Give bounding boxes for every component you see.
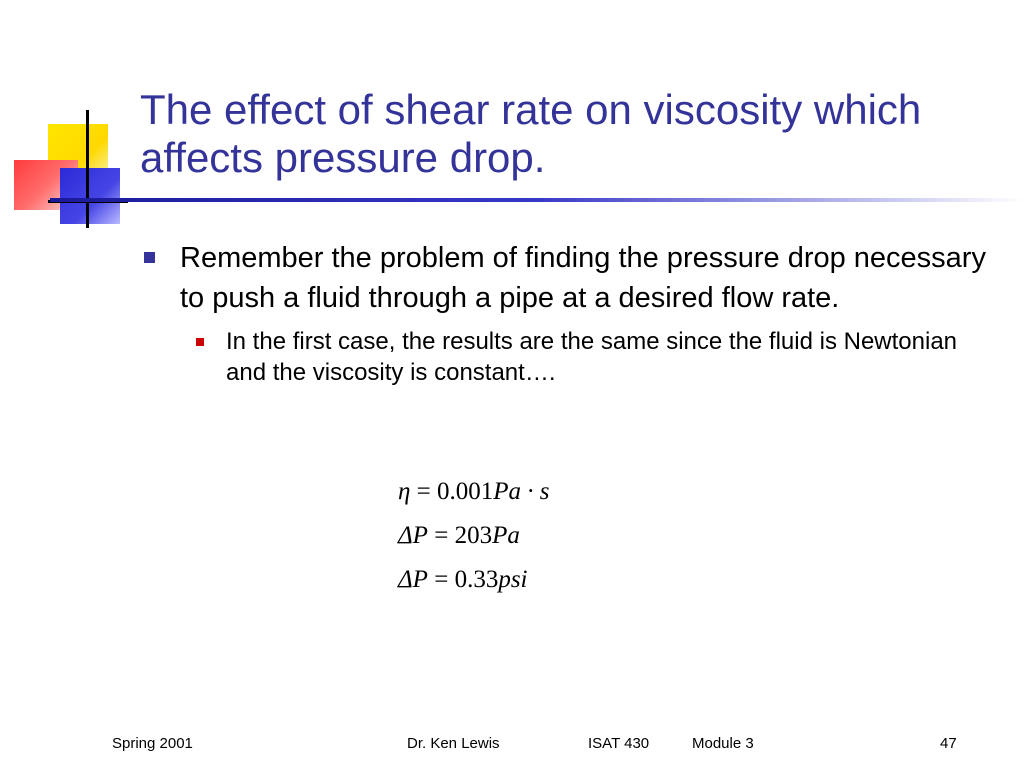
sub-bullet-square-icon [196, 338, 204, 346]
equation-equals: = [427, 522, 455, 549]
equation-unit: Pa [492, 522, 520, 549]
sub-bullet-item [188, 326, 1000, 388]
footer-date: Spring 2001 [112, 735, 193, 752]
equation-equals: = [410, 478, 438, 505]
footer-page-number: 47 [940, 735, 957, 752]
equation-block [398, 470, 550, 602]
equation-viscosity [398, 470, 550, 514]
equation-pressure-pa [398, 514, 550, 558]
bullet-item [140, 238, 1000, 318]
footer-module: Module 3 [692, 735, 754, 752]
equation-number: 0.33 [454, 566, 499, 593]
equation-number: 0.001 [437, 478, 494, 505]
equation-lhs: η [398, 478, 411, 505]
footer-author: Dr. Ken Lewis [407, 735, 500, 752]
equation-pressure-psi [398, 558, 550, 602]
equation-number: 203 [454, 522, 493, 549]
logo-vertical-line [86, 110, 89, 228]
bullet-text: Remember the problem of finding the pressure drop necessary to push a fluid through a pipe at a desired flow rate. [180, 242, 986, 314]
equation-unit: psi [498, 566, 528, 593]
equation-lhs: ΔP [398, 566, 428, 593]
footer-course: ISAT 430 [588, 735, 650, 752]
equation-unit: Pa · s [493, 478, 550, 505]
equation-lhs: ΔP [398, 522, 428, 549]
bullet-list [140, 238, 1000, 388]
sub-bullet-text: In the first case, the results are the same since the fluid is Newtonian and the viscosity is constant…. [226, 328, 958, 386]
bullet-square-icon [144, 252, 155, 263]
slide-title: The effect of shear rate on viscosity which affects pressure drop. [140, 86, 922, 181]
decorative-logo [0, 0, 140, 240]
title-underline [50, 198, 1024, 202]
logo-blue-square [60, 168, 120, 224]
equation-equals: = [427, 566, 455, 593]
